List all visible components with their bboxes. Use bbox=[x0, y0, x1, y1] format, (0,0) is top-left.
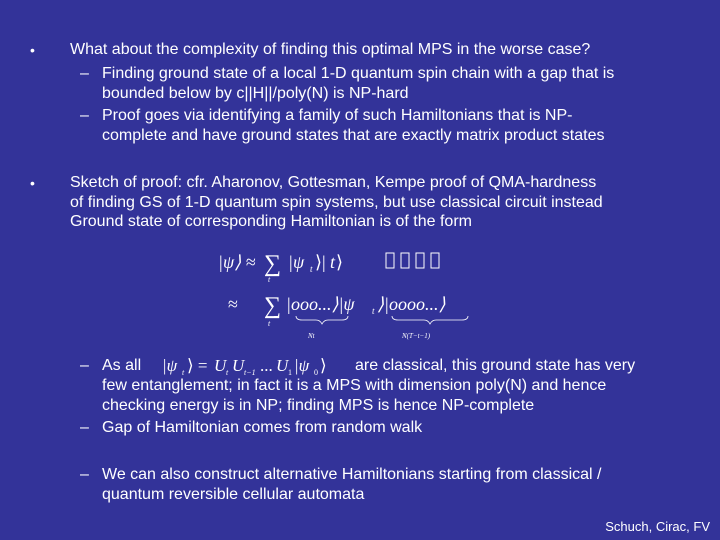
svg-text:≈: ≈ bbox=[228, 294, 238, 314]
svg-text:0: 0 bbox=[314, 368, 318, 377]
svg-text:⟩: ⟩ bbox=[320, 356, 327, 375]
slide-credit: Schuch, Cirac, FV bbox=[605, 519, 710, 534]
svg-text:|ψ⟩ ≈: |ψ⟩ ≈ bbox=[218, 252, 256, 272]
svg-text:N(T−t−1): N(T−t−1) bbox=[402, 332, 431, 340]
ground-state-formula bbox=[212, 244, 472, 349]
bullet2-line1: Sketch of proof: cfr. Aharonov, Gottesman, Kempe proof of QMA-hardness bbox=[70, 174, 597, 191]
bullet2-sub1-suffix: are classical, this ground state has very bbox=[355, 357, 636, 374]
bullet2-sub1-line3: checking energy is in NP; finding MPS is hence NP-complete bbox=[102, 397, 535, 414]
svg-text:t−1: t−1 bbox=[244, 368, 256, 377]
svg-text:U: U bbox=[214, 356, 227, 375]
bullet2-sub3-line1: We can also construct alternative Hamiltonians starting from classical / bbox=[102, 466, 602, 483]
svg-text:U: U bbox=[276, 356, 289, 375]
svg-text:t: t bbox=[310, 264, 313, 274]
svg-text:t: t bbox=[372, 306, 375, 316]
svg-text:⟩|oooo...⟩: ⟩|oooo...⟩ bbox=[377, 294, 446, 314]
bullet1-sub1-line2: bounded below by c||H||/poly(N) is NP-hard bbox=[102, 85, 409, 102]
svg-text:U: U bbox=[232, 356, 245, 375]
bullet1-text: What about the complexity of finding this optimal MPS in the worse case? bbox=[70, 41, 591, 58]
svg-text:∑: ∑ bbox=[264, 251, 282, 277]
svg-text:⟩|: ⟩| bbox=[315, 252, 326, 272]
dash-marker: – bbox=[80, 466, 89, 483]
dash-marker: – bbox=[80, 357, 89, 374]
svg-text:⟩ =: ⟩ = bbox=[187, 356, 208, 375]
svg-text:...: ... bbox=[260, 356, 273, 375]
bullet1-sub2-line2: complete and have ground states that are exactly matrix product states bbox=[102, 127, 605, 144]
svg-text:t: t bbox=[268, 275, 271, 284]
bullet2-line3: Ground state of corresponding Hamiltonian is of the form bbox=[70, 213, 472, 230]
svg-text:|ψ: |ψ bbox=[288, 252, 305, 272]
svg-text:t: t bbox=[226, 368, 229, 377]
svg-text:t: t bbox=[330, 252, 336, 272]
svg-text:|ooo...⟩|ψ: |ooo...⟩|ψ bbox=[286, 294, 355, 314]
bullet2-sub1-prefix: As all bbox=[102, 357, 142, 374]
bullet-marker: • bbox=[30, 175, 35, 191]
bullet1-sub2-line1: Proof goes via identifying a family of such Hamiltonians that is NP- bbox=[102, 107, 573, 124]
svg-text:∑: ∑ bbox=[264, 293, 282, 319]
dash-marker: – bbox=[80, 65, 89, 82]
bullet2-line2: of finding GS of 1-D quantum spin systems, but use classical circuit instead bbox=[70, 194, 603, 211]
dash-marker: – bbox=[80, 107, 89, 124]
svg-text:|ψ: |ψ bbox=[294, 356, 310, 375]
bullet1-sub1-line1: Finding ground state of a local 1-D quantum spin chain with a gap that is bbox=[102, 65, 615, 82]
svg-text:t: t bbox=[268, 319, 271, 328]
dash-marker: – bbox=[80, 419, 89, 436]
bullet2-sub3-line2: quantum reversible cellular automata bbox=[102, 486, 365, 503]
svg-text:⟩: ⟩ bbox=[336, 252, 344, 272]
bullet2-sub2: Gap of Hamiltonian comes from random walk bbox=[102, 419, 423, 436]
svg-text:t: t bbox=[182, 368, 185, 377]
bullet-marker: • bbox=[30, 42, 35, 58]
svg-text:Nt: Nt bbox=[308, 332, 315, 340]
svg-text:1: 1 bbox=[288, 368, 292, 377]
bullet2-sub1-line2: few entanglement; in fact it is a MPS with dimension poly(N) and hence bbox=[102, 377, 607, 394]
svg-text:|ψ: |ψ bbox=[162, 356, 178, 375]
